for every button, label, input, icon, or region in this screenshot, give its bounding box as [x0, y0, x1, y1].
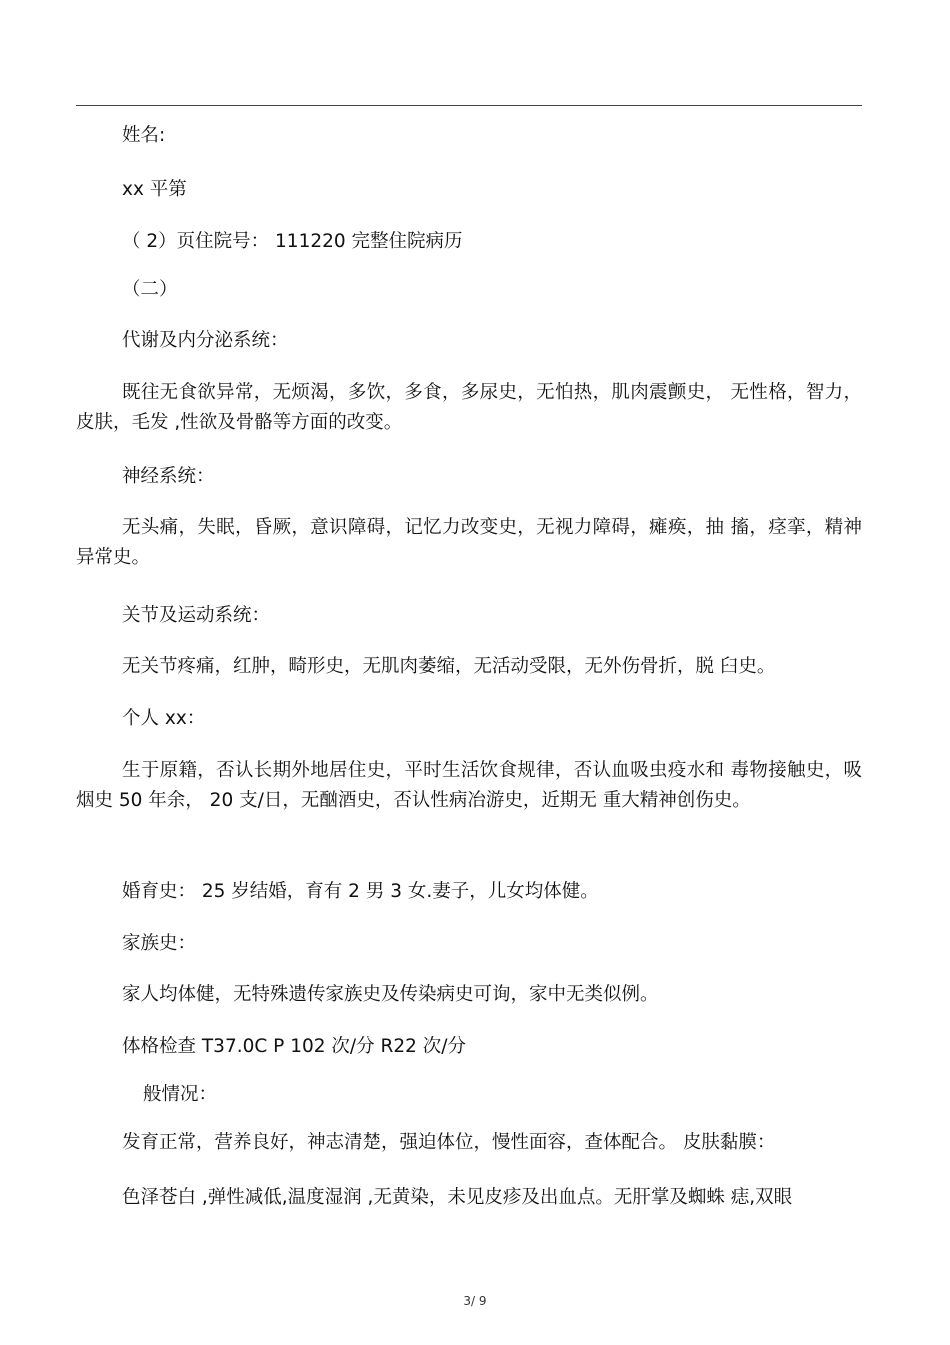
family-history-paragraph: 家人均体健，无特殊遗传家族史及传染病史可询，家中无类似例。 — [122, 984, 659, 1005]
musculoskeletal-paragraph: 无关节疼痛，红肿，畸形史，无肌肉萎缩，无活动受限，无外伤骨折，脱 臼史。 — [122, 656, 776, 677]
nervous-heading: 神经系统： — [122, 466, 215, 487]
skin-mucosa-paragraph: 色泽苍白 ,弹性减低,温度湿润 ,无黄染，未见皮疹及出血点。无肝掌及蜘蛛 痣,双眼 — [122, 1187, 793, 1208]
personal-history-paragraph: 生于原籍，否认长期外地居住史，平时生活饮食规律，否认血吸虫疫水和 毒物接触史，吸烟史 50 年余， 20 支/日，无酗酒史，否认性病冶游史，近期无 重大精神创伤史。 — [76, 760, 862, 811]
general-condition-heading: 般情况： — [143, 1084, 218, 1105]
section-number: （二） — [122, 279, 178, 300]
page-header-text: xx 平第 — [122, 179, 187, 200]
physical-exam-vitals: 体格检查 T37.0C P 102 次/分 R22 次/分 — [122, 1036, 467, 1057]
musculoskeletal-heading: 关节及运动系统： — [122, 605, 271, 626]
name-label: 姓名: — [122, 125, 166, 146]
general-condition-paragraph: 发育正常，营养良好，神志清楚，强迫体位，慢性面容，查体配合。 皮肤黏膜： — [122, 1132, 776, 1153]
page-number: 3/ 9 — [463, 1294, 487, 1308]
endocrine-heading: 代谢及内分泌系统： — [122, 330, 289, 351]
admission-number: （ 2）页住院号： 111220 完整住院病历 — [122, 231, 463, 252]
marital-history: 婚育史： 25 岁结婚，育有 2 男 3 女.妻子，儿女均体健。 — [122, 881, 599, 902]
endocrine-paragraph: 既往无食欲异常，无烦渴，多饮，多食，多尿史，无怕热，肌肉震颤史， 无性格，智力，皮肤，毛发 ,性欲及骨骼等方面的改变。 — [76, 382, 862, 433]
nervous-paragraph: 无头痛，失眠，昏厥，意识障碍，记忆力改变史，无视力障碍，瘫痪，抽 搐，痉挛，精神异常史。 — [76, 517, 862, 568]
personal-history-heading: 个人 xx： — [122, 708, 206, 729]
family-history-heading: 家族史： — [122, 933, 197, 954]
header-rule — [76, 105, 862, 106]
